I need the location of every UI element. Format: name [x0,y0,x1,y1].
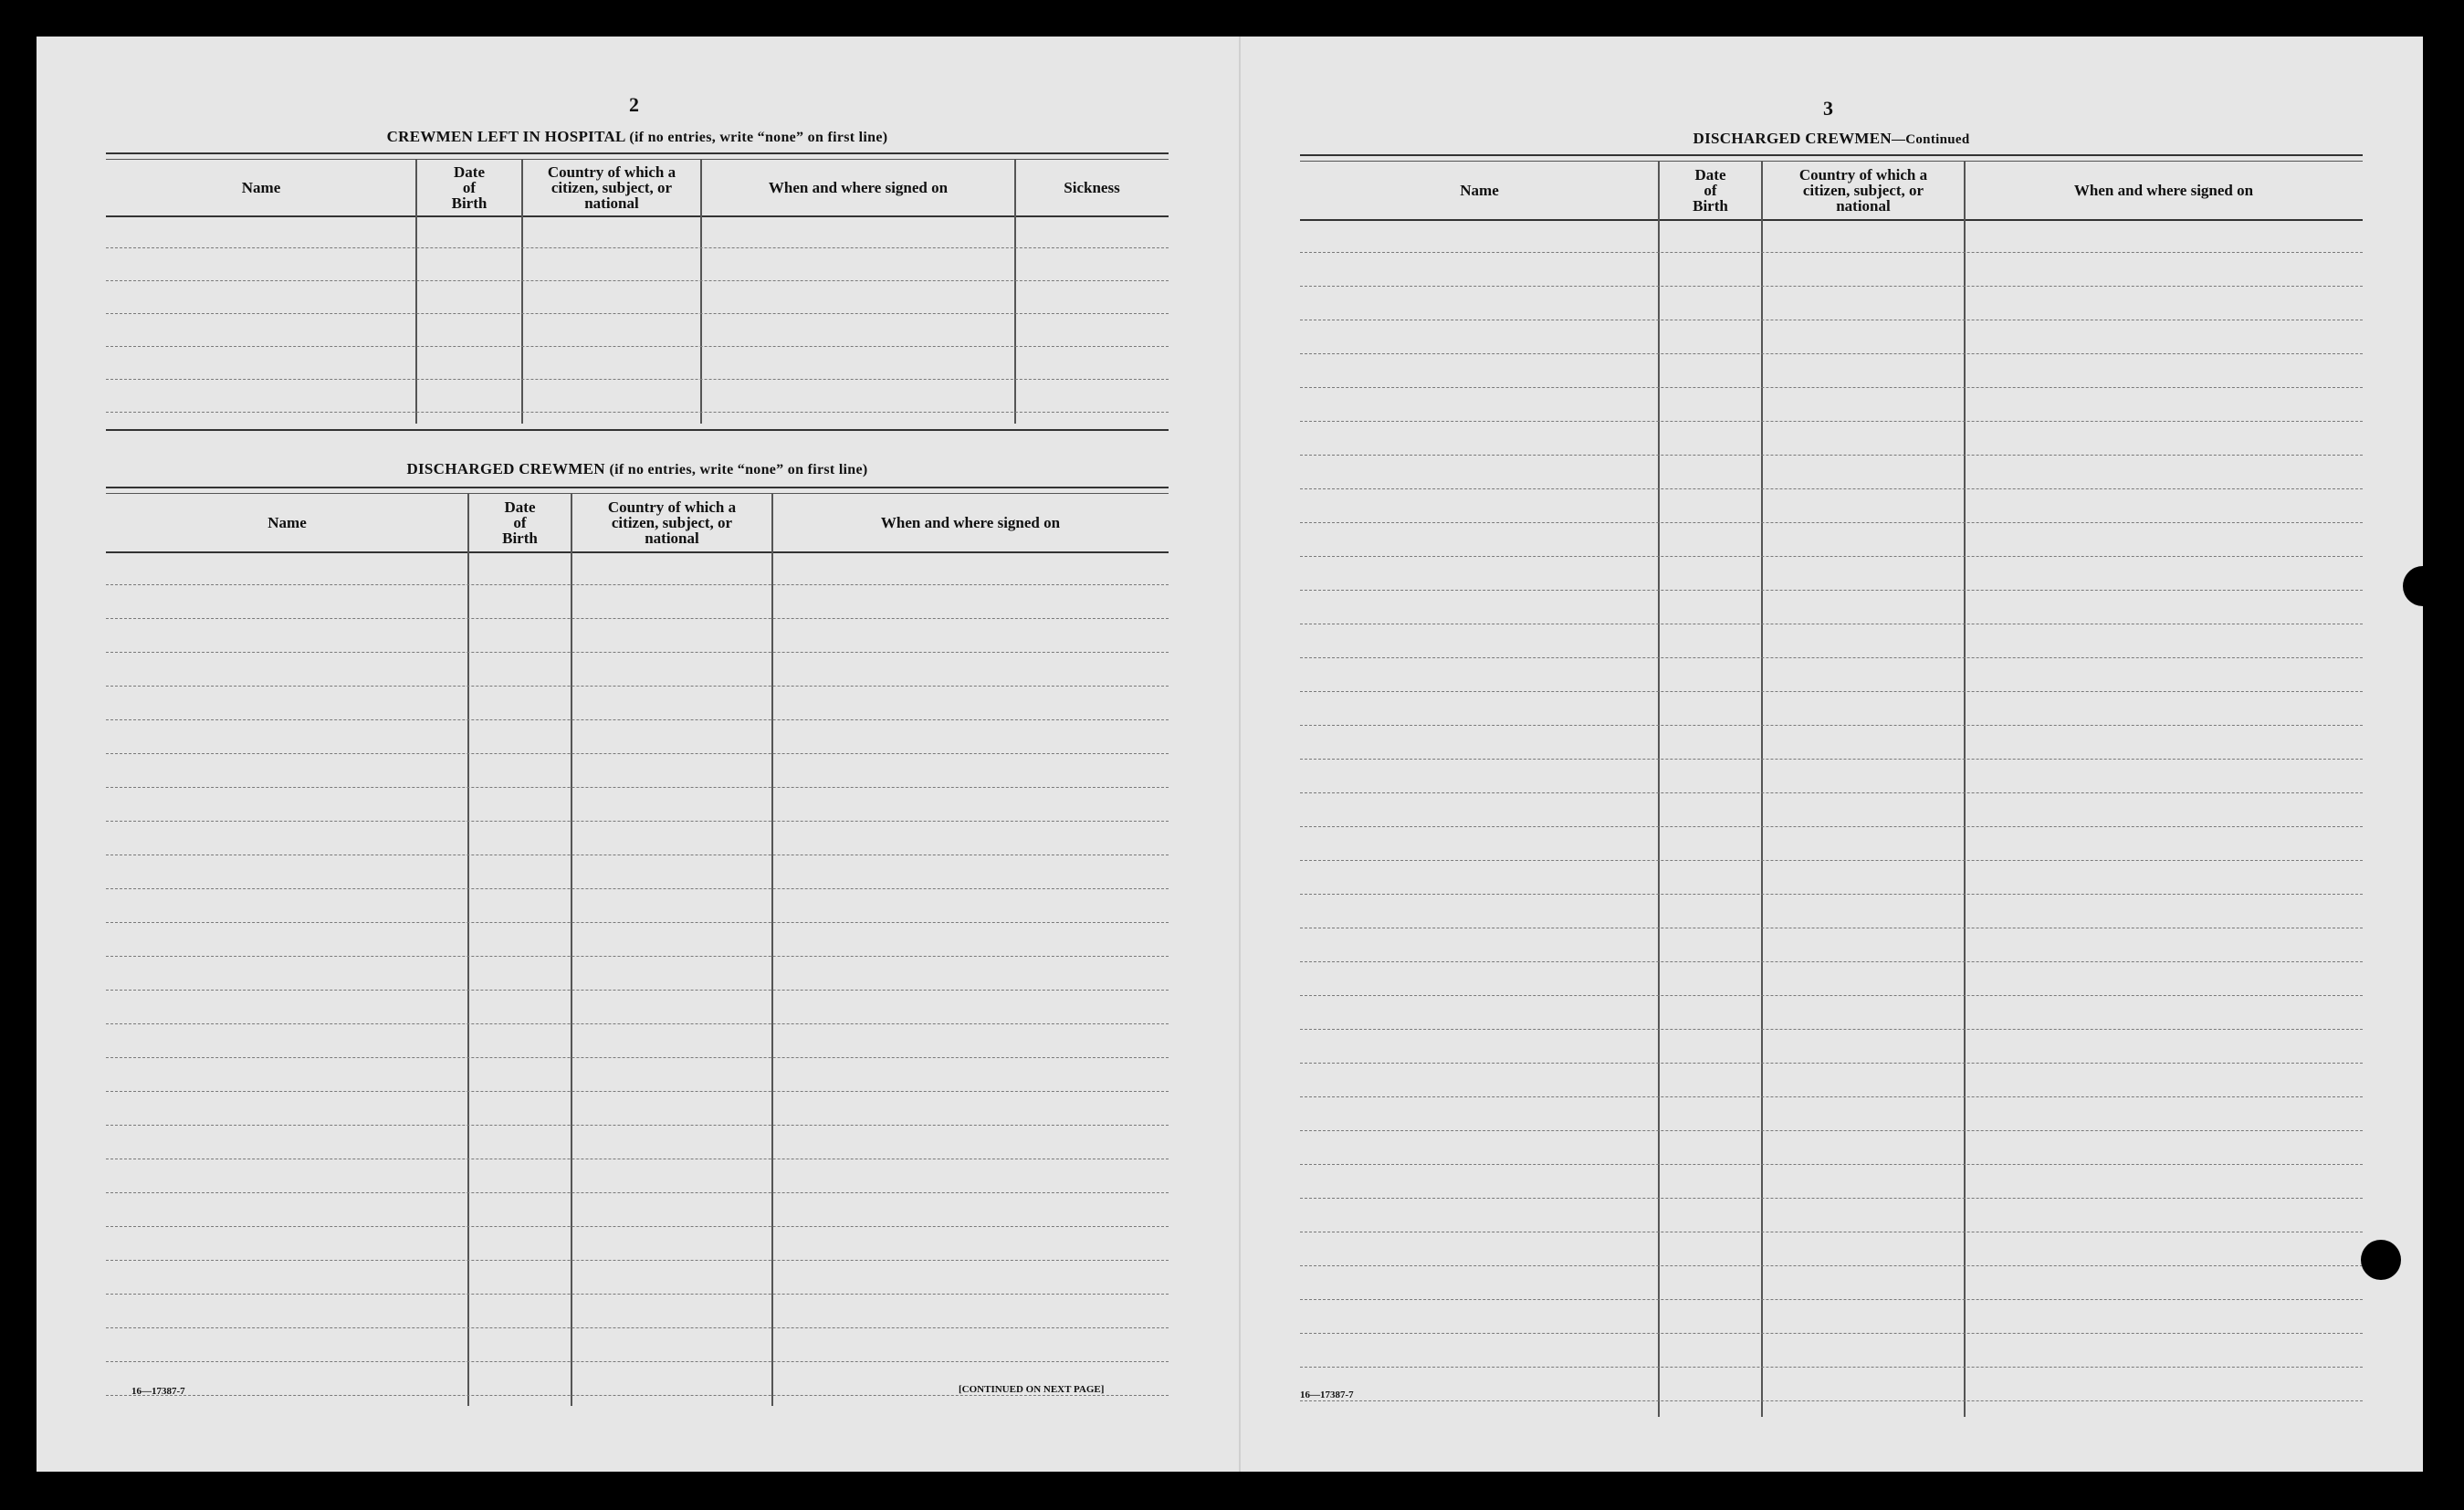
continued-blank-row[interactable] [1300,1334,2363,1368]
continued-blank-row[interactable] [1300,557,2363,591]
hospital-bottom-rule [106,429,1169,431]
continued-blank-row[interactable] [1300,1131,2363,1165]
discharged-title-text: DISCHARGED CREWMEN [406,460,605,477]
discharged-blank-row[interactable] [106,1328,1169,1362]
continued-blank-row[interactable] [1300,928,2363,962]
hospital-blank-row[interactable] [106,314,1169,347]
discharged-blank-row[interactable] [106,754,1169,788]
hospital-title-text: CREWMEN LEFT IN HOSPITAL [386,128,625,145]
discharged-col-header: When and where signed on [880,513,1061,531]
discharged-blank-row[interactable] [106,1092,1169,1126]
continued-blank-row[interactable] [1300,624,2363,658]
discharged-blank-row[interactable] [106,1261,1169,1295]
discharged-blank-row[interactable] [106,957,1169,991]
continued-blank-row[interactable] [1300,861,2363,895]
hospital-col-header: Sickness [1064,178,1120,196]
continued-blank-row[interactable] [1300,1064,2363,1097]
continued-blank-row[interactable] [1300,489,2363,523]
continued-table-header [1300,161,2363,221]
continued-blank-row[interactable] [1300,760,2363,793]
hospital-blank-row[interactable] [106,380,1169,413]
discharged-continued-table [1300,161,2363,1417]
continued-blank-row[interactable] [1300,422,2363,456]
discharged-table-header [106,493,1169,553]
hospital-title-note: (if no entries, write “none” on first line) [629,130,888,145]
discharged-blank-row[interactable] [106,653,1169,687]
discharged-blank-row[interactable] [106,1126,1169,1159]
continued-blank-row[interactable] [1300,1266,2363,1300]
continued-label: —Continued [1891,132,1970,147]
discharged-col-header: Name [267,513,307,531]
discharged-blank-row[interactable] [106,855,1169,889]
page-number: 2 [629,93,639,116]
hospital-table-header [106,159,1169,217]
discharged-blank-row[interactable] [106,889,1169,923]
discharged-title-note: (if no entries, write “none” on first line) [609,462,868,477]
discharged-col-header: Date of Birth [502,498,538,547]
continued-blank-row[interactable] [1300,1232,2363,1266]
continued-blank-row[interactable] [1300,456,2363,489]
continued-note: [CONTINUED ON NEXT PAGE] [959,1384,1105,1395]
discharged-table [106,493,1169,1406]
continued-blank-row[interactable] [1300,1199,2363,1232]
discharged-blank-row[interactable] [106,822,1169,855]
continued-blank-row[interactable] [1300,1097,2363,1131]
continued-col-header: Country of which a citizen, subject, or national [1798,165,1928,215]
continued-blank-row[interactable] [1300,726,2363,760]
continued-blank-row[interactable] [1300,827,2363,861]
hospital-section-title [106,128,1169,146]
discharged-blank-row[interactable] [106,1193,1169,1227]
discharged-blank-row[interactable] [106,1227,1169,1261]
continued-blank-row[interactable] [1300,287,2363,320]
discharged-section-title [106,460,1169,478]
discharged-blank-row[interactable] [106,585,1169,619]
continued-col-header: When and where signed on [2073,181,2254,199]
continued-blank-row[interactable] [1300,354,2363,388]
discharged-col-header: Country of which a citizen, subject, or national [607,498,737,547]
discharged-blank-row[interactable] [106,1058,1169,1092]
continued-blank-row[interactable] [1300,895,2363,928]
discharged-blank-row[interactable] [106,1159,1169,1193]
hospital-table [106,159,1169,424]
punch-hole [2403,566,2443,606]
continued-blank-row[interactable] [1300,1368,2363,1401]
discharged-blank-row[interactable] [106,619,1169,653]
hospital-col-header: Name [241,178,281,196]
discharged-blank-row[interactable] [106,923,1169,957]
page-number: 3 [1823,97,1833,120]
discharged-blank-row[interactable] [106,1295,1169,1328]
discharged-blank-row[interactable] [106,788,1169,822]
discharged-blank-row[interactable] [106,720,1169,754]
continued-blank-row[interactable] [1300,320,2363,354]
continued-blank-row[interactable] [1300,388,2363,422]
hospital-blank-row[interactable] [106,248,1169,281]
hospital-blank-row[interactable] [106,347,1169,380]
form-code: 16—17387-7 [1300,1389,1354,1400]
hospital-blank-row[interactable] [106,281,1169,314]
hospital-blank-row[interactable] [106,215,1169,248]
continued-blank-row[interactable] [1300,591,2363,624]
discharged-continued-title [1300,130,2363,148]
continued-col-header: Name [1460,181,1499,199]
hospital-col-header: Date of Birth [451,163,488,212]
discharged-blank-row[interactable] [106,551,1169,585]
discharged-blank-row[interactable] [106,687,1169,720]
continued-col-header: Date of Birth [1693,165,1728,215]
punch-hole [2361,1240,2401,1280]
continued-blank-row[interactable] [1300,996,2363,1030]
hospital-col-header: When and where signed on [768,178,949,196]
form-code: 16—17387-7 [131,1386,185,1397]
continued-blank-row[interactable] [1300,1300,2363,1334]
hospital-col-header: Country of which a citizen, subject, or national [547,163,676,212]
continued-blank-row[interactable] [1300,1165,2363,1199]
continued-blank-row[interactable] [1300,219,2363,253]
page-fold [1239,37,1241,1472]
discharged-blank-row[interactable] [106,1024,1169,1058]
continued-blank-row[interactable] [1300,793,2363,827]
continued-blank-row[interactable] [1300,1030,2363,1064]
discharged-blank-row[interactable] [106,991,1169,1024]
discharged-continued-text: DISCHARGED CREWMEN [1693,130,1892,147]
left-page [106,37,1169,1442]
right-page [1300,37,2363,1442]
continued-blank-row[interactable] [1300,253,2363,287]
continued-blank-row[interactable] [1300,658,2363,692]
continued-blank-row[interactable] [1300,962,2363,996]
continued-blank-row[interactable] [1300,523,2363,557]
continued-blank-row[interactable] [1300,692,2363,726]
